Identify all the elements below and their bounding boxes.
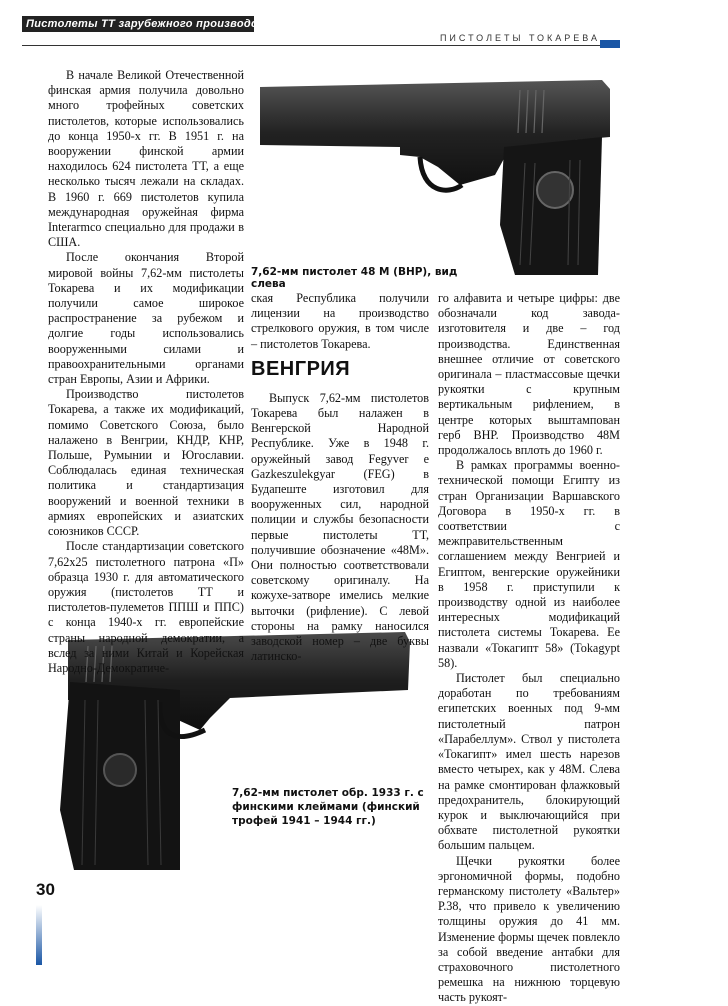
paragraph: В начале Великой Отечественной финская армия получила довольно много трофейных советских пистолетов, которые использовались до конца 1950-х гг. В 1951 г. на вооружении финской армии находилось 624 пистолета ТТ, а еще несколько тысяч лежали на складах. В 1960 г. 669 пистолетов купила международная оружейная фирма Interarmco специально для продажи в США. [48,68,244,250]
header-accent-bar [600,40,620,48]
paragraph: В рамках программы военно-технической помощи Египту из стран Организации Варшавского Договора в 1950-х гг. в соответствии с межправительственным соглашением между Венгрией и Египтом, венгерские оружейники в 1958 г. приступили к производству одной из наиболее интересных модификаций пистолета системы Токарева. Ее назвали «Токагипт 58» (Tokagypt 58). [438,458,620,670]
text-column-2 [251,291,429,664]
caption-top-pistol: 7,62-мм пистолет 48 М (ВНР), вид слева [251,266,458,290]
running-header-left: Пистолеты ТТ зарубежного производства [22,16,254,32]
text-column-3 [438,291,620,1006]
paragraph: Пистолет был специально доработан по требованиям египетских военных под 9-мм пистолетный патрон «Парабеллум». Ствол у пистолета «Токагипт» имел шесть нарезов вместо четырех, как у 48М. Слева на рамке смонтирован флажковый предохранитель, блокирующий курок и выключающийся при обхвате пистолетной рукоятки большим пальцем. [438,671,620,853]
paragraph: После стандартизации советского 7,62х25 пистолетного патрона «П» образца 1930 г. для автоматического оружия (пистолетов ТТ и пистолетов-пулеметов ППШ и ППС) с конца 1940-х гг. европейские страны народной демократии, а вслед за ними Китай и Корейская Народно-Демократиче- [48,539,244,675]
paragraph: Выпуск 7,62-мм пистолетов Токарева был налажен в Венгерской Народной Республике. Уже в 1948 г. оружейный завод Fegyver e Gazkeszulekgyar (FEG) в Будапеште изготовил для вооруженных сил, народной полиции и службы безопасности первые пистолеты ТТ, получившие обозначение «48М». Они полностью соответствовали советскому оригиналу. На кожухе-затворе имелись мелкие выточки (рифление). С левой стороны на рамку наносился заводской номер – две буквы латинско- [251,390,429,664]
paragraph: го алфавита и четыре цифры: две обозначали код завода-изготовителя и две – год производства. Единственная внешнее отличие от советского оригинала – пластмассовые щечки рукоятки с крупным вертикальным рифлением, в центре которых выштампован герб ВНР. Производство 48М продолжалось вплоть до 1960 г. [438,291,620,458]
pistol-48m-image [250,75,620,275]
text-column-1 [48,68,244,676]
paragraph: После окончания Второй мировой войны 7,62-мм пистолеты Токарева и их модификации получили самое широкое распространение за рубежом и долгие годы использовались вооруженными силами и правоохранительными органами стран Европы, Азии и Африки. [48,250,244,387]
paragraph: Производство пистолетов Токарева, а также их модификаций, помимо Советского Союза, было налажено в Венгрии, КНДР, КНР, Польше, Румынии и Югославии. Соблюдалась единая техническая политика и стандартизация вооружений и военной техники в армиях европейских и азиатских союзников СССР. [48,387,244,539]
paragraph: Щечки рукоятки более эргономичной формы, подобно германскому пистолету «Вальтер» Р.38, что привело к увеличению толщины оружия до 41 мм. Изменение формы щечек повлекло за собой введение антабки для страховочного пистолетного ремешка на нижнюю торцевую часть рукоят- [438,853,620,1005]
page-number: 30 [36,880,55,899]
caption-bottom-pistol: 7,62-мм пистолет обр. 1933 г. с финскими клеймами (финский трофей 1941 – 1944 гг.) [232,787,424,827]
section-heading: ВЕНГРИЯ [251,357,351,380]
running-header-right: ПИСТОЛЕТЫ ТОКАРЕВА [439,33,600,43]
paragraph: ская Республика получили лицензии на производство стрелкового оружия, в том числе – пистолетов Токарева. [251,291,429,351]
header-rule [22,45,600,46]
page-accent-bar [36,905,42,965]
